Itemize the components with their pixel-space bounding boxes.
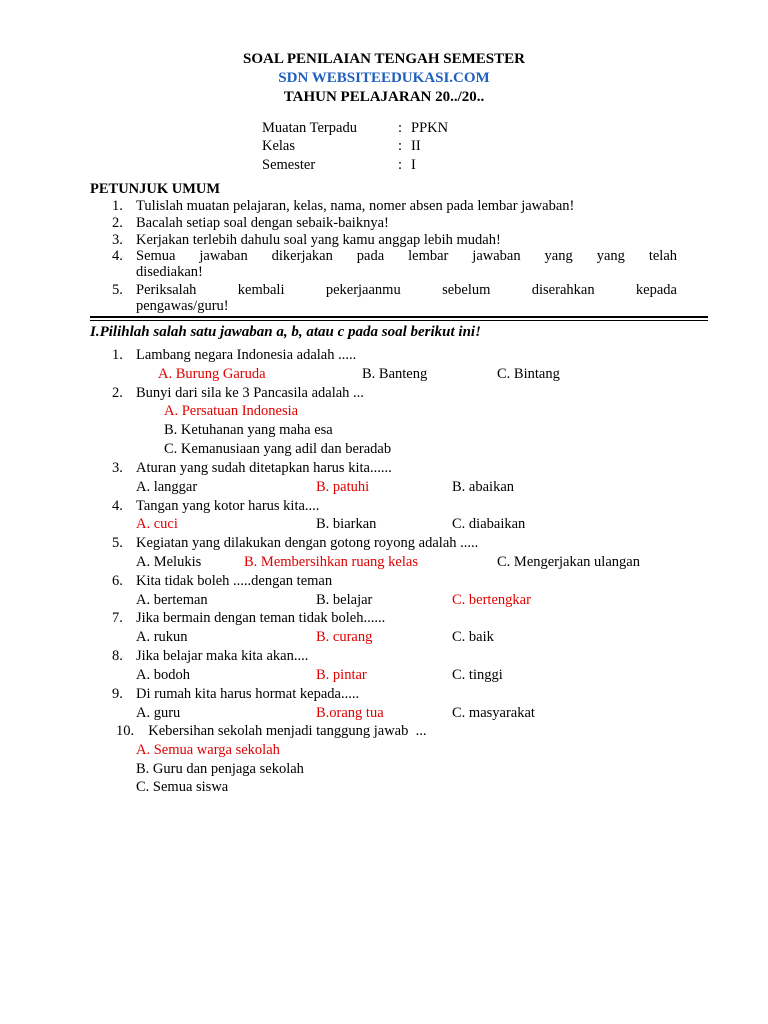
answer-option-correct: B. pintar [316, 667, 367, 683]
answer-option-correct: B. patuhi [316, 479, 370, 495]
info-value-semester: I [411, 157, 416, 173]
answer-option: C. Bintang [497, 366, 560, 382]
question-number: 4. [112, 498, 123, 514]
answer-option: B. biarkan [316, 516, 377, 532]
instruction-number: 2. [112, 215, 123, 231]
answer-option-correct: A. Semua warga sekolah [136, 742, 280, 758]
answer-option: B. Guru dan penjaga sekolah [136, 761, 304, 777]
instruction-number: 4. [112, 248, 123, 264]
answer-option: A. berteman [136, 592, 208, 608]
info-label-muatan: Muatan Terpadu [262, 120, 357, 136]
answer-option: C. baik [452, 629, 494, 645]
exam-title: SOAL PENILAIAN TENGAH SEMESTER [243, 51, 525, 67]
answer-option: A. rukun [136, 629, 188, 645]
answer-option: C. Kemanusiaan yang adil dan beradab [164, 441, 392, 457]
answer-option: C. tinggi [452, 667, 503, 683]
answer-option: B. abaikan [452, 479, 515, 495]
answer-option: A. langgar [136, 479, 198, 495]
question-number: 5. [112, 535, 123, 551]
question-number: 6. [112, 573, 123, 589]
info-value-muatan: PPKN [411, 120, 449, 136]
info-sep: : [398, 138, 403, 154]
question-text: Bunyi dari sila ke 3 Pancasila adalah ... [136, 385, 364, 401]
question-text: Kegiatan yang dilakukan dengan gotong royong adalah ..... [136, 535, 479, 551]
answer-option-correct: A. Burung Garuda [158, 366, 266, 382]
instruction-text: Semua jawaban dikerjakan pada lembar jawaban yang yang telah [136, 248, 677, 264]
answer-option: A. Melukis [136, 554, 202, 570]
divider-line [90, 316, 708, 318]
instruction-text: Kerjakan terlebih dahulu soal yang kamu anggap lebih mudah! [136, 232, 501, 248]
instruction-text: Bacalah setiap soal dengan sebaik-baiknya! [136, 215, 389, 231]
info-value-kelas: II [411, 138, 421, 154]
instruction-number: 3. [112, 232, 123, 248]
answer-option: A. guru [136, 705, 181, 721]
answer-option: C. Mengerjakan ulangan [497, 554, 640, 570]
instruction-number: 5. [112, 282, 123, 298]
question-number: 7. [112, 610, 123, 626]
answer-option: B. Banteng [362, 366, 428, 382]
instruction-text: Periksalah kembali pekerjaanmu sebelum diserahkan kepada [136, 282, 677, 298]
answer-option-correct: C. bertengkar [452, 592, 531, 608]
question-number: 3. [112, 460, 123, 476]
divider-line [90, 320, 708, 321]
answer-option: C. Semua siswa [136, 779, 229, 795]
answer-option-correct: B. Membersihkan ruang kelas [244, 554, 418, 570]
question-text: Tangan yang kotor harus kita.... [136, 498, 320, 514]
info-label-semester: Semester [262, 157, 316, 173]
info-label-kelas: Kelas [262, 138, 296, 154]
section-title: I.Pilihlah salah satu jawaban a, b, atau c pada soal berikut ini! [90, 324, 481, 340]
instruction-text: Tulislah muatan pelajaran, kelas, nama, nomer absen pada lembar jawaban! [136, 198, 575, 214]
instructions-title: PETUNJUK UMUM [90, 181, 221, 197]
question-number: 1. [112, 347, 123, 363]
answer-option-correct: A. Persatuan Indonesia [164, 403, 299, 419]
question-text: Jika belajar maka kita akan.... [136, 648, 309, 664]
question-text: Kebersihan sekolah menjadi tanggung jawab ... [141, 723, 427, 739]
academic-year: TAHUN PELAJARAN 20../20.. [283, 89, 485, 105]
instruction-number: 1. [112, 198, 123, 214]
question-text: Lambang negara Indonesia adalah ..... [136, 347, 357, 363]
question-text: Aturan yang sudah ditetapkan harus kita...... [136, 460, 392, 476]
answer-option: B. Ketuhanan yang maha esa [164, 422, 333, 438]
question-number: 9. [112, 686, 123, 702]
answer-option-correct: B.orang tua [316, 705, 384, 721]
question-number: 2. [112, 385, 123, 401]
instruction-text-continued: disediakan! [136, 264, 203, 280]
answer-option-correct: B. curang [316, 629, 373, 645]
question-text: Di rumah kita harus hormat kepada..... [136, 686, 360, 702]
question-number: 8. [112, 648, 123, 664]
question-number: 10. [116, 723, 135, 739]
answer-option: C. masyarakat [452, 705, 535, 721]
school-name: SDN WEBSITEEDUKASI.COM [278, 70, 490, 86]
answer-option: C. diabaikan [452, 516, 526, 532]
question-text: Kita tidak boleh .....dengan teman [136, 573, 333, 589]
instruction-text-continued: pengawas/guru! [136, 298, 229, 314]
answer-option: B. belajar [316, 592, 373, 608]
info-sep: : [398, 120, 403, 136]
answer-option: A. bodoh [136, 667, 190, 683]
question-text: Jika bermain dengan teman tidak boleh...... [136, 610, 386, 626]
answer-option-correct: A. cuci [136, 516, 178, 532]
info-sep: : [398, 157, 403, 173]
